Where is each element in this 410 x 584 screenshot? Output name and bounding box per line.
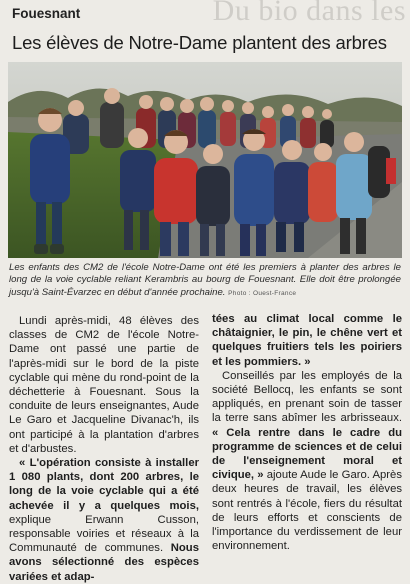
quote-bold-2: « Cela rentre dans le cadre du programme de sciences et de celui de l'enseignement moral et civique, » (212, 426, 402, 482)
quote-bold-end: tées au climat local comme le châtaignier, le pin, le chêne vert et quelques fruitiers tels les poiriers et les pommiers. » (212, 313, 402, 368)
article-photo (8, 62, 402, 258)
quote-attribution: explique Erwann Cusson, responsable voiries et réseaux à la Communauté de communes. (9, 513, 199, 555)
masthead-ghost-text: Du bio dans les (212, 0, 406, 27)
quote-bold: « L'opération consiste à installer 1 080 plants, dont 200 arbres, le long de la voie cyclable qui a été achevée il y a quelques mois, (9, 457, 199, 512)
article-column-2 (212, 312, 402, 553)
section-title: Fouesnant (12, 6, 81, 21)
article-paragraph-quote-2 (212, 369, 402, 554)
article-headline: Les élèves de Notre-Dame plantent des arbres (12, 32, 387, 53)
paragraph-text: Conseillés par les employés de la société Bellocq, les enfants se sont appliqués, en prenant soin de tasser la terre sans abîmer les arbrisseaux. (212, 369, 402, 425)
photo-caption (9, 262, 401, 300)
photo-credit: Photo : Ouest-France (228, 289, 297, 297)
caption-text: Les enfants des CM2 de l'école Notre-Dame ont été les premiers à planter des arbres le long de la voie cyclable reliant Kerambris au bourg de Fouesnant. Elle doit être prolongée jusqu'à Saint-Évarzec en début d'année prochaine. (9, 262, 401, 298)
article-paragraph: Lundi après-midi, 48 élèves des classes de CM2 de l'école Notre-Dame ont passé une partie de l'après-midi sur le bord de la piste cyclable qui mène du rond-point de la déchetterie à Fouesnant. Sous la conduite de leurs enseignantes, Aude Le Garo et Jacqueline Divanac'h, ils ont participé à la plantation d'arbres et d'arbustes. (9, 315, 199, 455)
quote-bold-continued: Nous avons sélectionné des espèces variées et adap- (9, 542, 199, 583)
group-photo-schoolchildren (8, 62, 402, 258)
article-column-1 (9, 314, 199, 584)
quote-attribution-2: ajoute Aude le Garo. Après deux heures de travail, les élèves sont rentrés à l'école, fiers du résultat de leurs efforts et conscients de l'importance du verdissement de leur environnement. (212, 469, 402, 553)
article-paragraph-quote (9, 456, 199, 584)
